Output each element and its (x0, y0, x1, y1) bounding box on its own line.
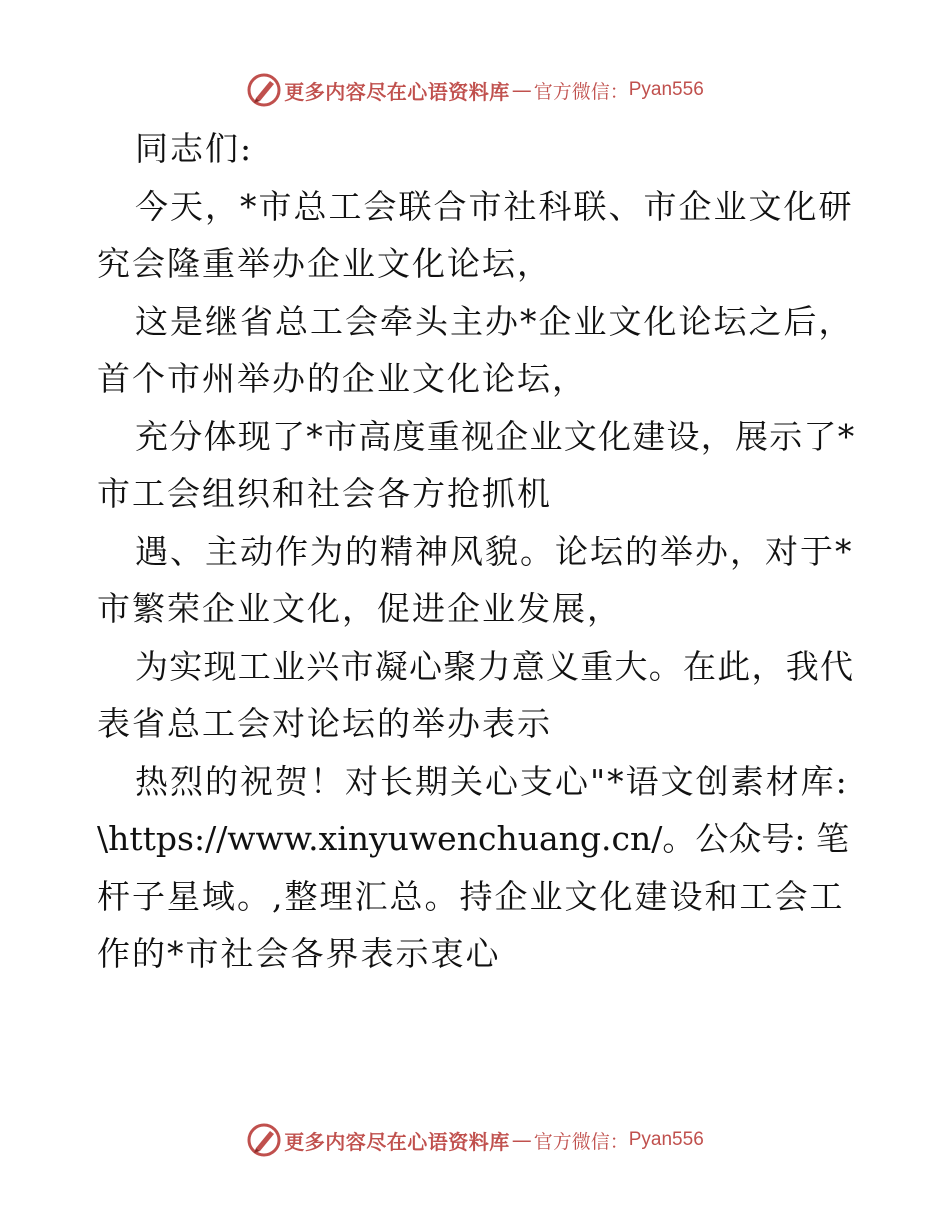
text-line: 首个市州举办的企业文化论坛， (97, 359, 587, 398)
text-line: 今天，*市总工会联合市社科联、市企业文化研 (135, 186, 854, 226)
banner-separator: — (511, 1128, 532, 1152)
text-line: 遇、主动作为的精神风貌。论坛的举办，对于* (135, 531, 854, 571)
text-line-url: \https://www.xinyuwenchuang.cn/。公众号: 笔 (97, 819, 849, 858)
footer-banner (0, 1120, 950, 1160)
text-line: 表省总工会对论坛的举办表示 (97, 704, 552, 743)
text-line: 为实现工业兴市凝心聚力意义重大。在此，我代 (135, 646, 855, 686)
banner-text: 更多内容尽在心语资料库 (284, 1129, 510, 1154)
banner-wechat-id: Pyan556 (628, 1129, 704, 1150)
banner-wechat-label: 官方微信： (533, 80, 629, 103)
text-line: 杆子星域。,整理汇总。持企业文化建设和工会工 (97, 876, 845, 916)
text-line: 充分体现了*市高度重视企业文化建设，展示了* (135, 416, 856, 456)
text-line: 作的*市社会各界表示衷心 (97, 934, 501, 973)
pen-logo-icon (246, 1122, 282, 1158)
text-line: 市工会组织和社会各方抢抓机 (97, 474, 552, 513)
salutation: 同志们: (135, 129, 254, 168)
banner-text: 更多内容尽在心语资料库 (284, 79, 510, 104)
banner-separator: — (511, 78, 532, 102)
banner-wechat-id: Pyan556 (628, 79, 704, 100)
text-line: 市繁荣企业文化，促进企业发展， (97, 589, 622, 628)
header-banner (0, 70, 950, 110)
banner-wechat-label: 官方微信： (533, 1130, 629, 1153)
document-body (97, 120, 857, 983)
text-line: 究会隆重举办企业文化论坛， (97, 244, 552, 283)
pen-logo-icon (246, 72, 282, 108)
text-line: 热烈的祝贺！对长期关心支心"*语文创素材库: (135, 761, 849, 801)
text-line: 这是继省总工会牵头主办*企业文化论坛之后， (135, 301, 854, 341)
